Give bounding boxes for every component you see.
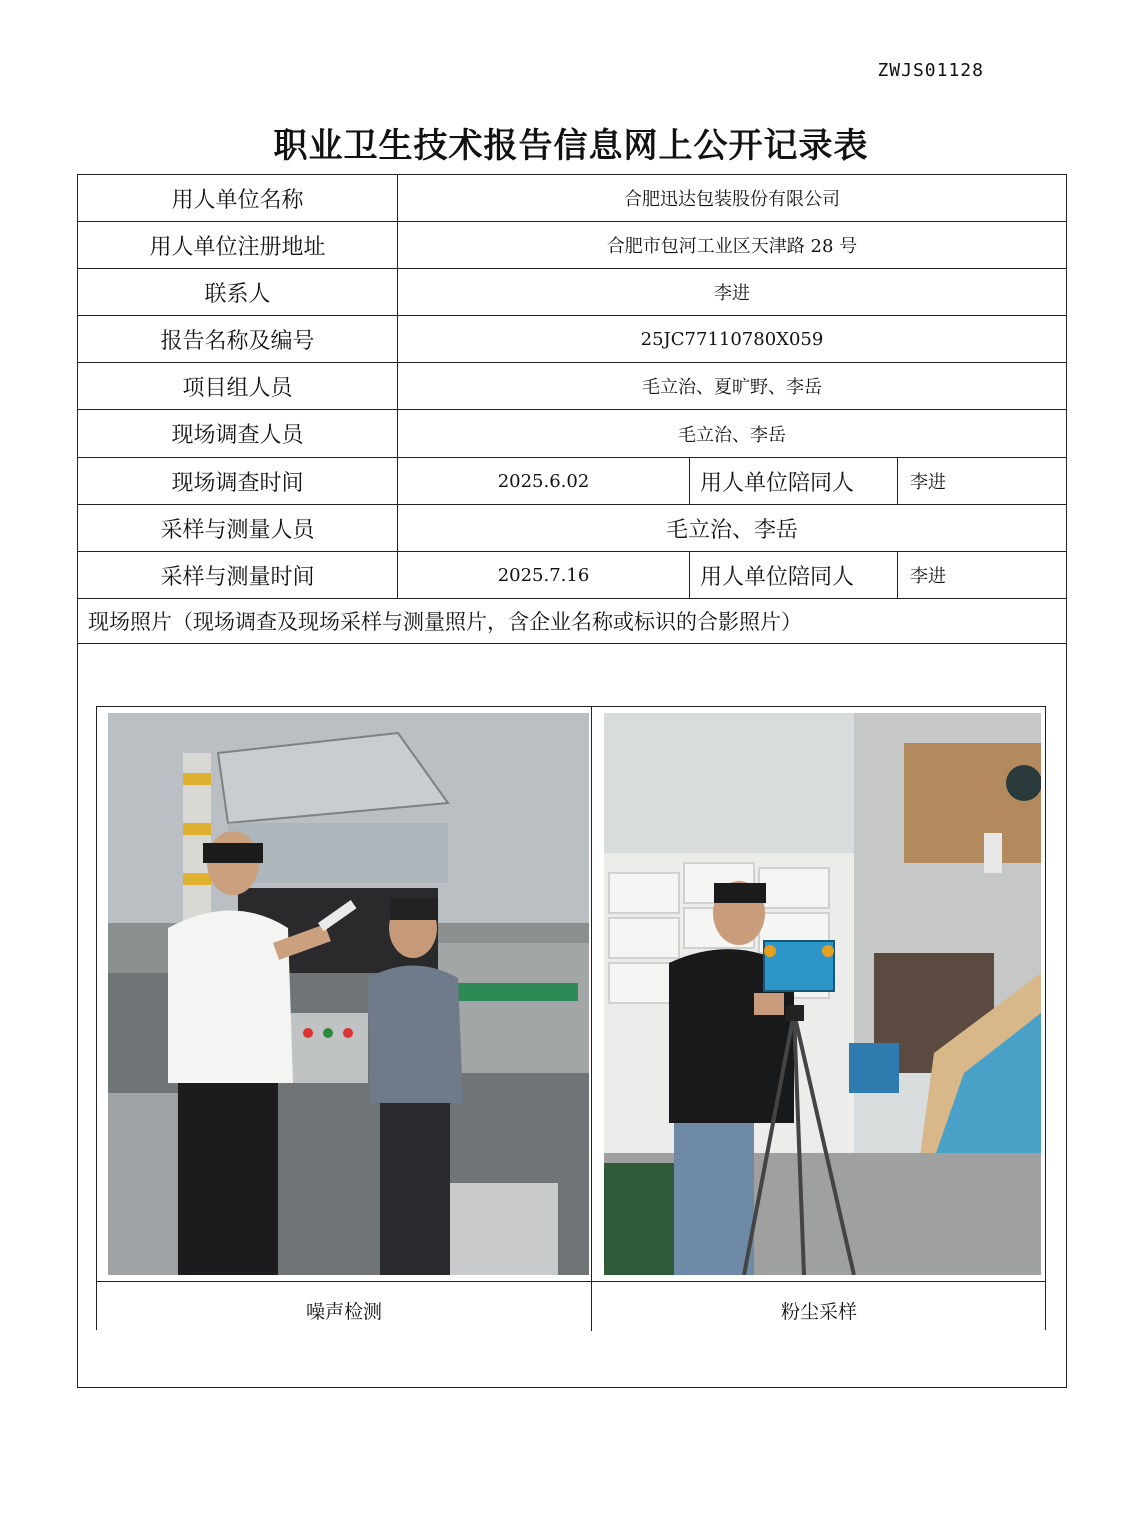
caption-divider	[97, 1281, 1045, 1282]
team-label: 项目组人员	[78, 363, 398, 409]
row-survey-staff	[78, 410, 1066, 458]
survey-escort-label: 用人单位陪同人	[690, 458, 898, 504]
page-title: 职业卫生技术报告信息网上公开记录表	[273, 126, 869, 166]
team-value: 毛立治、夏旷野、李岳	[642, 377, 822, 398]
photo-divider	[591, 707, 592, 1331]
dust-sampling-photo	[604, 713, 1041, 1275]
photo-section-label: 现场照片（现场调查及现场采样与测量照片，含企业名称或标识的合影照片）	[88, 610, 802, 634]
row-team	[78, 363, 1066, 410]
noise-testing-caption: 噪声检测	[305, 1301, 382, 1323]
row-sampling-staff	[78, 505, 1066, 552]
sampling-time-value: 2025.7.16	[398, 552, 690, 598]
employer-address-label: 用人单位注册地址	[78, 222, 398, 268]
row-photo-section	[78, 599, 1066, 644]
sampling-staff-label: 采样与测量人员	[78, 505, 398, 551]
noise-testing-photo	[108, 713, 589, 1275]
sampling-escort-label: 用人单位陪同人	[690, 552, 898, 598]
row-report	[78, 316, 1066, 363]
employer-address-value: 合肥市包河工业区天津路 28 号	[606, 236, 858, 257]
row-contact	[78, 269, 1066, 316]
survey-staff-value: 毛立治、李岳	[678, 424, 786, 446]
survey-escort-value: 李进	[910, 472, 946, 493]
document-code: ZWJS01128	[877, 60, 984, 81]
report-number-value: 25JC77110780X059	[640, 328, 824, 350]
record-form	[77, 174, 1067, 1388]
sampling-staff-value: 毛立治、李岳	[665, 517, 798, 543]
survey-time-value: 2025.6.02	[398, 458, 690, 504]
sampling-time-label: 采样与测量时间	[78, 552, 398, 598]
photo-frame	[96, 706, 1046, 1330]
row-survey-time	[78, 458, 1066, 505]
row-employer-name	[78, 175, 1066, 222]
survey-staff-label: 现场调查人员	[78, 410, 398, 457]
row-sampling-time	[78, 552, 1066, 599]
row-employer-address	[78, 222, 1066, 269]
employer-name-label: 用人单位名称	[78, 175, 398, 221]
contact-label: 联系人	[78, 269, 398, 315]
sampling-escort-value: 李进	[910, 566, 946, 587]
employer-name-value: 合肥迅达包装股份有限公司	[624, 189, 840, 210]
report-label: 报告名称及编号	[78, 316, 398, 362]
contact-value: 李进	[714, 283, 750, 304]
survey-time-label: 现场调查时间	[78, 458, 398, 504]
dust-sampling-caption: 粉尘采样	[780, 1301, 857, 1323]
